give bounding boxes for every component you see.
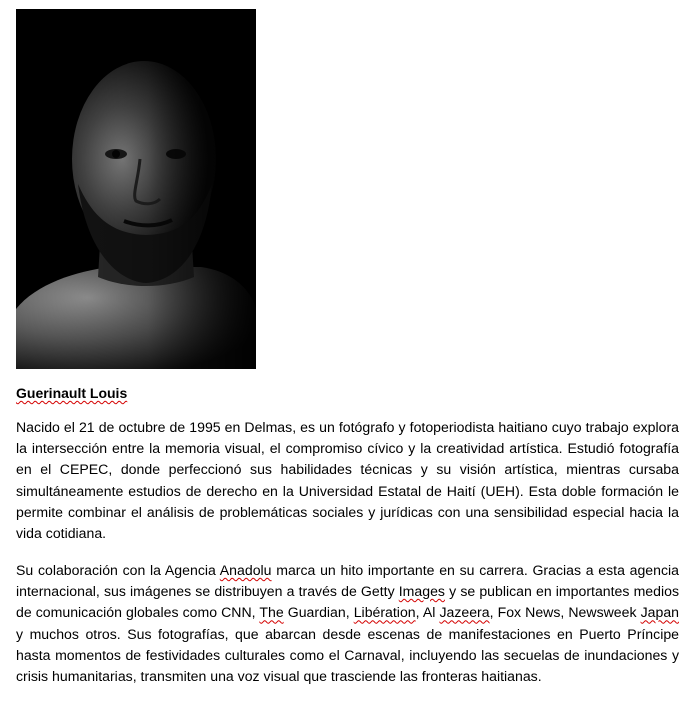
spellcheck-word: Libération [353, 604, 416, 621]
spellcheck-word: Jazeera [439, 604, 490, 621]
portrait-photo [16, 9, 256, 369]
person-name-text: Guerinault Louis [16, 385, 128, 401]
text-run: Guardian, [283, 604, 354, 621]
text-run: , Al [415, 604, 440, 621]
text-run: Su colaboración con la Agencia [16, 562, 220, 578]
biography-paragraph-2 [16, 560, 679, 687]
spellcheck-word: The [259, 604, 284, 621]
spellcheck-word: Anadolu [219, 562, 272, 578]
text-run: , Fox News, Newsweek [489, 604, 641, 621]
person-name [16, 384, 127, 402]
text-run: y muchos otros. Sus fotografías, que abarcan desde escenas de manifestaciones en Puerto Príncipe hasta momentos de festividades culturales como el Carnaval, incluyendo las secuelas de inundaciones y crisis humanitarias, transmiten una voz visual que trasciende las fronteras haitianas. [16, 625, 679, 685]
biography-paragraph-1: Nacido el 21 de octubre de 1995 en Delmas, es un fotógrafo y fotoperiodista haitiano cuyo trabajo explora la intersección entre la memoria visual, el compromiso cívico y la creatividad artística. Estudió fotografía en el CEPEC, donde perfeccionó sus habilidades técnicas y su visión artística, mientras cursaba simultáneamente estudios de derecho en la Universidad Estatal de Haití (UEH). Esta doble formación le permite combinar el análisis de problemáticas sociales y jurídicas con una sensibilidad especial hacia la vida cotidiana. [16, 419, 679, 542]
portrait-photo-drawing [16, 9, 256, 369]
spellcheck-word: Images [398, 583, 445, 600]
text-run: marca un hito importante en su carrera. Gracias a esta agencia internacional, sus imágenes se distribuyen a través de Getty [16, 562, 679, 600]
spellcheck-word: Japan [640, 604, 679, 621]
text-run: y se publican en importantes medios de comunicación globales como CNN, [16, 583, 680, 621]
